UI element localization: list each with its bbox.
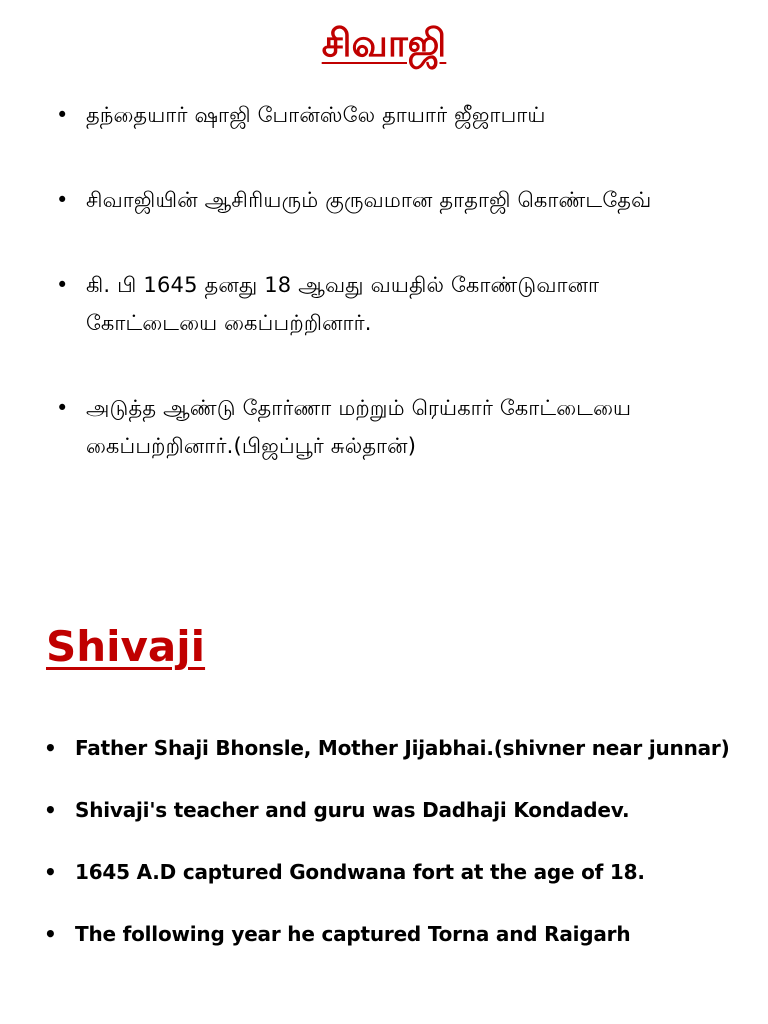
bullet-icon: • [56, 273, 69, 297]
list-item [56, 96, 736, 134]
tamil-heading-text: சிவாஜி [321, 21, 447, 65]
list-item-text: கி. பி 1645 தனது 18 ஆவது வயதில் கோண்டுவானா கோட்டையை கைப்பற்றினார். [86, 273, 600, 335]
list-item-text: Shivaji's teacher and guru was Dadhaji Kondadev. [75, 798, 630, 822]
bullet-icon: • [44, 736, 57, 760]
list-item [56, 266, 736, 342]
bullet-icon: • [44, 860, 57, 884]
english-bullet-list [44, 720, 744, 968]
list-item [56, 389, 736, 465]
list-item-text: The following year he captured Torna and Raigarh [75, 922, 631, 946]
list-item-text: தந்தையார் ஷாஜி போன்ஸ்லே தாயார் ஜீஜாபாய் [86, 103, 546, 127]
list-item-text: அடுத்த ஆண்டு தோர்ணா மற்றும் ரெய்கார் கோட்டையை கைப்பற்றினார்.(பிஜப்பூர் சுல்தான்) [86, 396, 632, 458]
list-item [44, 844, 744, 900]
list-item [44, 906, 744, 962]
list-item-text: 1645 A.D captured Gondwana fort at the age of 18. [75, 860, 645, 884]
list-item [44, 720, 744, 776]
list-item [44, 782, 744, 838]
bullet-icon: • [44, 798, 57, 822]
list-item-text: Father Shaji Bhonsle, Mother Jijabhai.(shivner near junnar) [75, 736, 730, 760]
tamil-bullet-list [56, 96, 736, 512]
bullet-icon: • [56, 188, 69, 212]
list-item-text: சிவாஜியின் ஆசிரியரும் குருவமான தாதாஜி கொண்டதேவ் [86, 188, 652, 212]
bullet-icon: • [56, 396, 69, 420]
bullet-icon: • [56, 103, 69, 127]
list-item [56, 181, 736, 219]
tamil-heading [0, 14, 768, 72]
english-heading: Shivaji [46, 622, 206, 671]
bullet-icon: • [44, 922, 57, 946]
